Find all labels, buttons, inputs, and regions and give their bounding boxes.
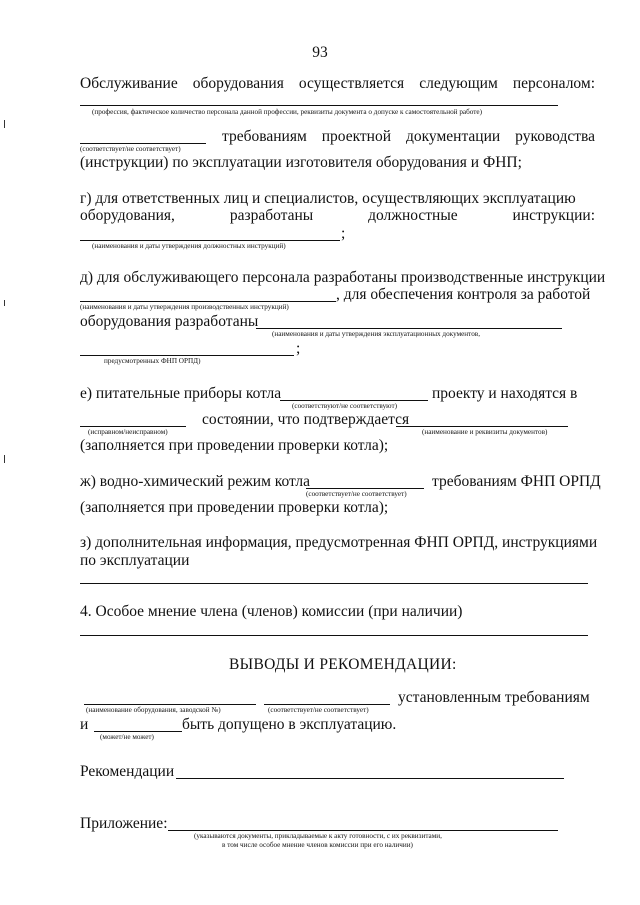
feed-devices-compliance-caption: (соответствуют/не соответствуют) [292,402,397,410]
condition-field[interactable] [80,426,186,427]
production-instructions-field[interactable] [80,301,336,302]
operational-docs-caption-2: предусмотренных ФНП ОРПД) [104,357,201,365]
dissenting-opinion-field[interactable] [80,635,588,636]
requirements-line [222,128,595,146]
confirming-docs-field[interactable] [396,426,568,427]
section-g-word: оборудования, [80,207,175,224]
admission-caption: (может/не может) [100,733,154,741]
recommendations-field[interactable] [176,778,564,779]
operational-docs-field-2[interactable] [80,355,294,356]
section-g-line-2 [80,207,595,225]
intro-word: следующим [419,75,498,92]
requirements-word: руководства [515,128,595,145]
section-e-line-2: состоянии, что подтверждается [202,411,410,428]
equipment-compliance-caption: (соответствует/не соответствует) [268,706,369,714]
section-g-word: разработаны [229,207,314,224]
feed-devices-compliance-field[interactable] [280,400,428,401]
equipment-compliance-field[interactable] [264,704,390,705]
personnel-field[interactable] [80,105,558,106]
attachment-field[interactable] [168,830,558,831]
conclusions-heading: ВЫВОДЫ И РЕКОМЕНДАЦИИ: [229,656,457,673]
equipment-name-field[interactable] [84,704,256,705]
equipment-name-caption: (наименование оборудования, заводской №) [86,706,221,714]
confirming-docs-caption: (наименование и реквизиты документов) [422,428,548,436]
compliance-caption: (соответствует/не соответствует) [80,145,181,153]
conclusions-line-2-start: и [80,716,89,733]
condition-caption: (исправном/неисправном) [88,428,168,436]
scan-edge-mark [4,120,5,128]
requirements-word: проектной [321,128,392,145]
job-instructions-caption: (наименования и даты утверждения должностных инструкций) [92,242,286,250]
intro-word: осуществляется [298,75,405,92]
recommendations-label: Рекомендации [80,763,175,780]
scan-edge-mark [4,300,5,306]
attachment-caption-2: в том числе особое мнение членов комиссии при его наличии) [222,841,413,849]
water-chemistry-compliance-caption: (соответствует/не соответствует) [306,490,407,498]
attachment-label: Приложение: [80,815,168,832]
section-g-line-1: г) для ответственных лиц и специалистов, осуществляющих эксплуатацию [80,190,576,207]
requirements-word: документации [405,128,501,145]
admission-field[interactable] [94,731,182,732]
intro-word: оборудования [192,75,284,92]
conclusions-line-2-end: быть допущено в эксплуатацию. [182,716,397,733]
job-instructions-field[interactable] [80,240,340,241]
section-z-line-1: з) дополнительная информация, предусмотренная ФНП ОРПД, инструкциями [80,534,598,551]
requirements-word: требованиям [222,128,307,145]
intro-line [80,75,595,93]
section-e-line-1-start: е) питательные приборы котла [80,385,282,402]
additional-info-field[interactable] [80,583,588,584]
personnel-caption: (профессия, фактическое количество персонала данной профессии, реквизиты документа о допуске к самостоятельной работе) [92,108,482,116]
section-4-text: 4. Особое мнение члена (членов) комиссии (при наличии) [80,603,463,620]
operational-docs-caption: (наименования и даты утверждения эксплуатационных документов, [272,330,480,338]
compliance-field[interactable] [80,143,206,144]
section-d-line-3: оборудования разработаны [80,313,259,330]
page-number: 93 [312,44,328,61]
section-zh-line-1-end: требованиям ФНП ОРПД [432,473,601,490]
scan-edge-mark [4,455,5,463]
water-chemistry-compliance-field[interactable] [306,488,424,489]
attachment-caption-1: (указываются документы, прикладываемые к акту готовности, с их реквизитами, [194,832,442,840]
section-e-line-1-end: проекту и находятся в [432,385,578,402]
section-e-line-3: (заполняется при проведении проверки котла); [80,437,389,454]
intro-word: персоналом: [512,75,595,92]
section-d-semicolon: ; [296,340,301,357]
section-g-semicolon: ; [341,225,346,242]
section-d-line-2: , для обеспечения контроля за работой [336,286,591,303]
section-z-line-2: по эксплуатации [80,552,190,569]
section-g-word: должностные [368,207,458,224]
production-instructions-caption: (наименования и даты утверждения производственных инструкций) [80,303,289,311]
requirements-line-2: (инструкции) по эксплуатации изготовителя оборудования и ФНП; [80,154,522,171]
conclusions-line-1-end: установленным требованиям [398,689,590,706]
section-zh-line-2: (заполняется при проведении проверки котла); [80,499,389,516]
operational-docs-field[interactable] [256,328,562,329]
section-g-word: инструкции: [512,207,595,224]
section-d-line-1: д) для обслуживающего персонала разработаны производственные инструкции [80,269,606,286]
section-zh-line-1-start: ж) водно-химический режим котла [80,473,311,490]
intro-word: Обслуживание [80,75,178,92]
